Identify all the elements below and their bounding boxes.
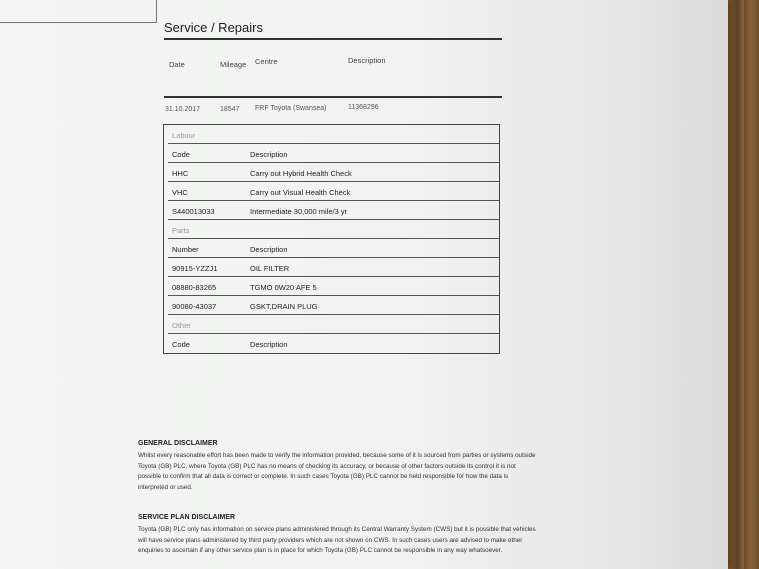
- labour-code: HHC: [172, 169, 189, 178]
- labour-section-label: [168, 125, 499, 144]
- previous-section-box: [0, 0, 157, 23]
- other-label: Other: [172, 321, 191, 330]
- service-detail-table: [163, 124, 500, 354]
- table-row: [168, 163, 499, 182]
- labour-description: Carry out Hybrid Health Check: [250, 169, 352, 178]
- title-rule: [164, 38, 502, 40]
- header-mileage: Mileage: [220, 60, 247, 69]
- other-section-label: [168, 315, 499, 334]
- labour-code-header: Code: [172, 150, 190, 159]
- part-number: 90915-YZZJ1: [172, 264, 218, 273]
- labour-code: S440013033: [172, 207, 215, 216]
- service-plan-disclaimer-title: SERVICE PLAN DISCLAIMER: [138, 514, 236, 521]
- header-centre: Centre: [255, 57, 278, 66]
- labour-description-header: Description: [250, 150, 288, 159]
- general-disclaimer-title: GENERAL DISCLAIMER: [138, 440, 218, 447]
- labour-description: Carry out Visual Health Check: [250, 188, 351, 197]
- part-description: OIL FILTER: [250, 264, 290, 273]
- other-description-header: Description: [250, 340, 288, 349]
- part-number: 90080-43037: [172, 302, 217, 311]
- table-row: [168, 201, 499, 220]
- header-description: Description: [348, 56, 386, 65]
- service-plan-disclaimer-text: Toyota (GB) PLC only has information on service plans administered through its Central Warranty System (CWS) but it is possible that vehicles will have service plans administered by third party providers which are not shown on CWS. In such cases users are advised to make other enquiries to ascertain if any other service plan is in place for which Toyota (GB) PLC cannot be responsible in any way whatsoever.: [138, 526, 536, 554]
- other-header-row: [168, 334, 499, 353]
- record-reference: 11368296: [348, 104, 379, 111]
- table-row: [168, 182, 499, 201]
- section-title: Service / Repairs: [164, 20, 263, 35]
- part-description: GSKT,DRAIN PLUG: [250, 302, 318, 311]
- record-date: 31.10.2017: [165, 106, 201, 113]
- general-disclaimer: [138, 440, 538, 493]
- parts-number-header: Number: [172, 245, 199, 254]
- general-disclaimer-text: Whilst every reasonable effort has been made to verify the information provided, because some of it is sourced from parties or systems outside Toyota (GB) PLC, where Toyota (GB) PLC has no means of checking its accuracy, or because of other factors outside its control it is not possible to confirm that all data is correct or complete. In such cases Toyota (GB) PLC cannot be held responsible for how the data is interpreted or used.: [138, 452, 536, 491]
- parts-section-label: [168, 220, 499, 239]
- record-centre: FRF Toyota (Swansea): [255, 105, 327, 112]
- table-row: [168, 258, 499, 277]
- labour-header-row: [168, 144, 499, 163]
- table-row: [168, 296, 499, 315]
- record-mileage: 18547: [220, 106, 240, 113]
- labour-label: Labour: [172, 131, 196, 140]
- parts-description-header: Description: [250, 245, 288, 254]
- part-number: 08880-83265: [172, 283, 217, 292]
- part-description: TGMO 0W20 AFE 5: [250, 283, 317, 292]
- header-rule: [164, 96, 502, 98]
- parts-label: Parts: [172, 226, 190, 235]
- service-plan-disclaimer: [138, 514, 538, 557]
- labour-description: Intermediate 30,000 mile/3 yr: [250, 207, 348, 216]
- labour-code: VHC: [172, 188, 188, 197]
- table-row: [168, 277, 499, 296]
- other-code-header: Code: [172, 340, 190, 349]
- header-date: Date: [169, 60, 185, 69]
- parts-header-row: [168, 239, 499, 258]
